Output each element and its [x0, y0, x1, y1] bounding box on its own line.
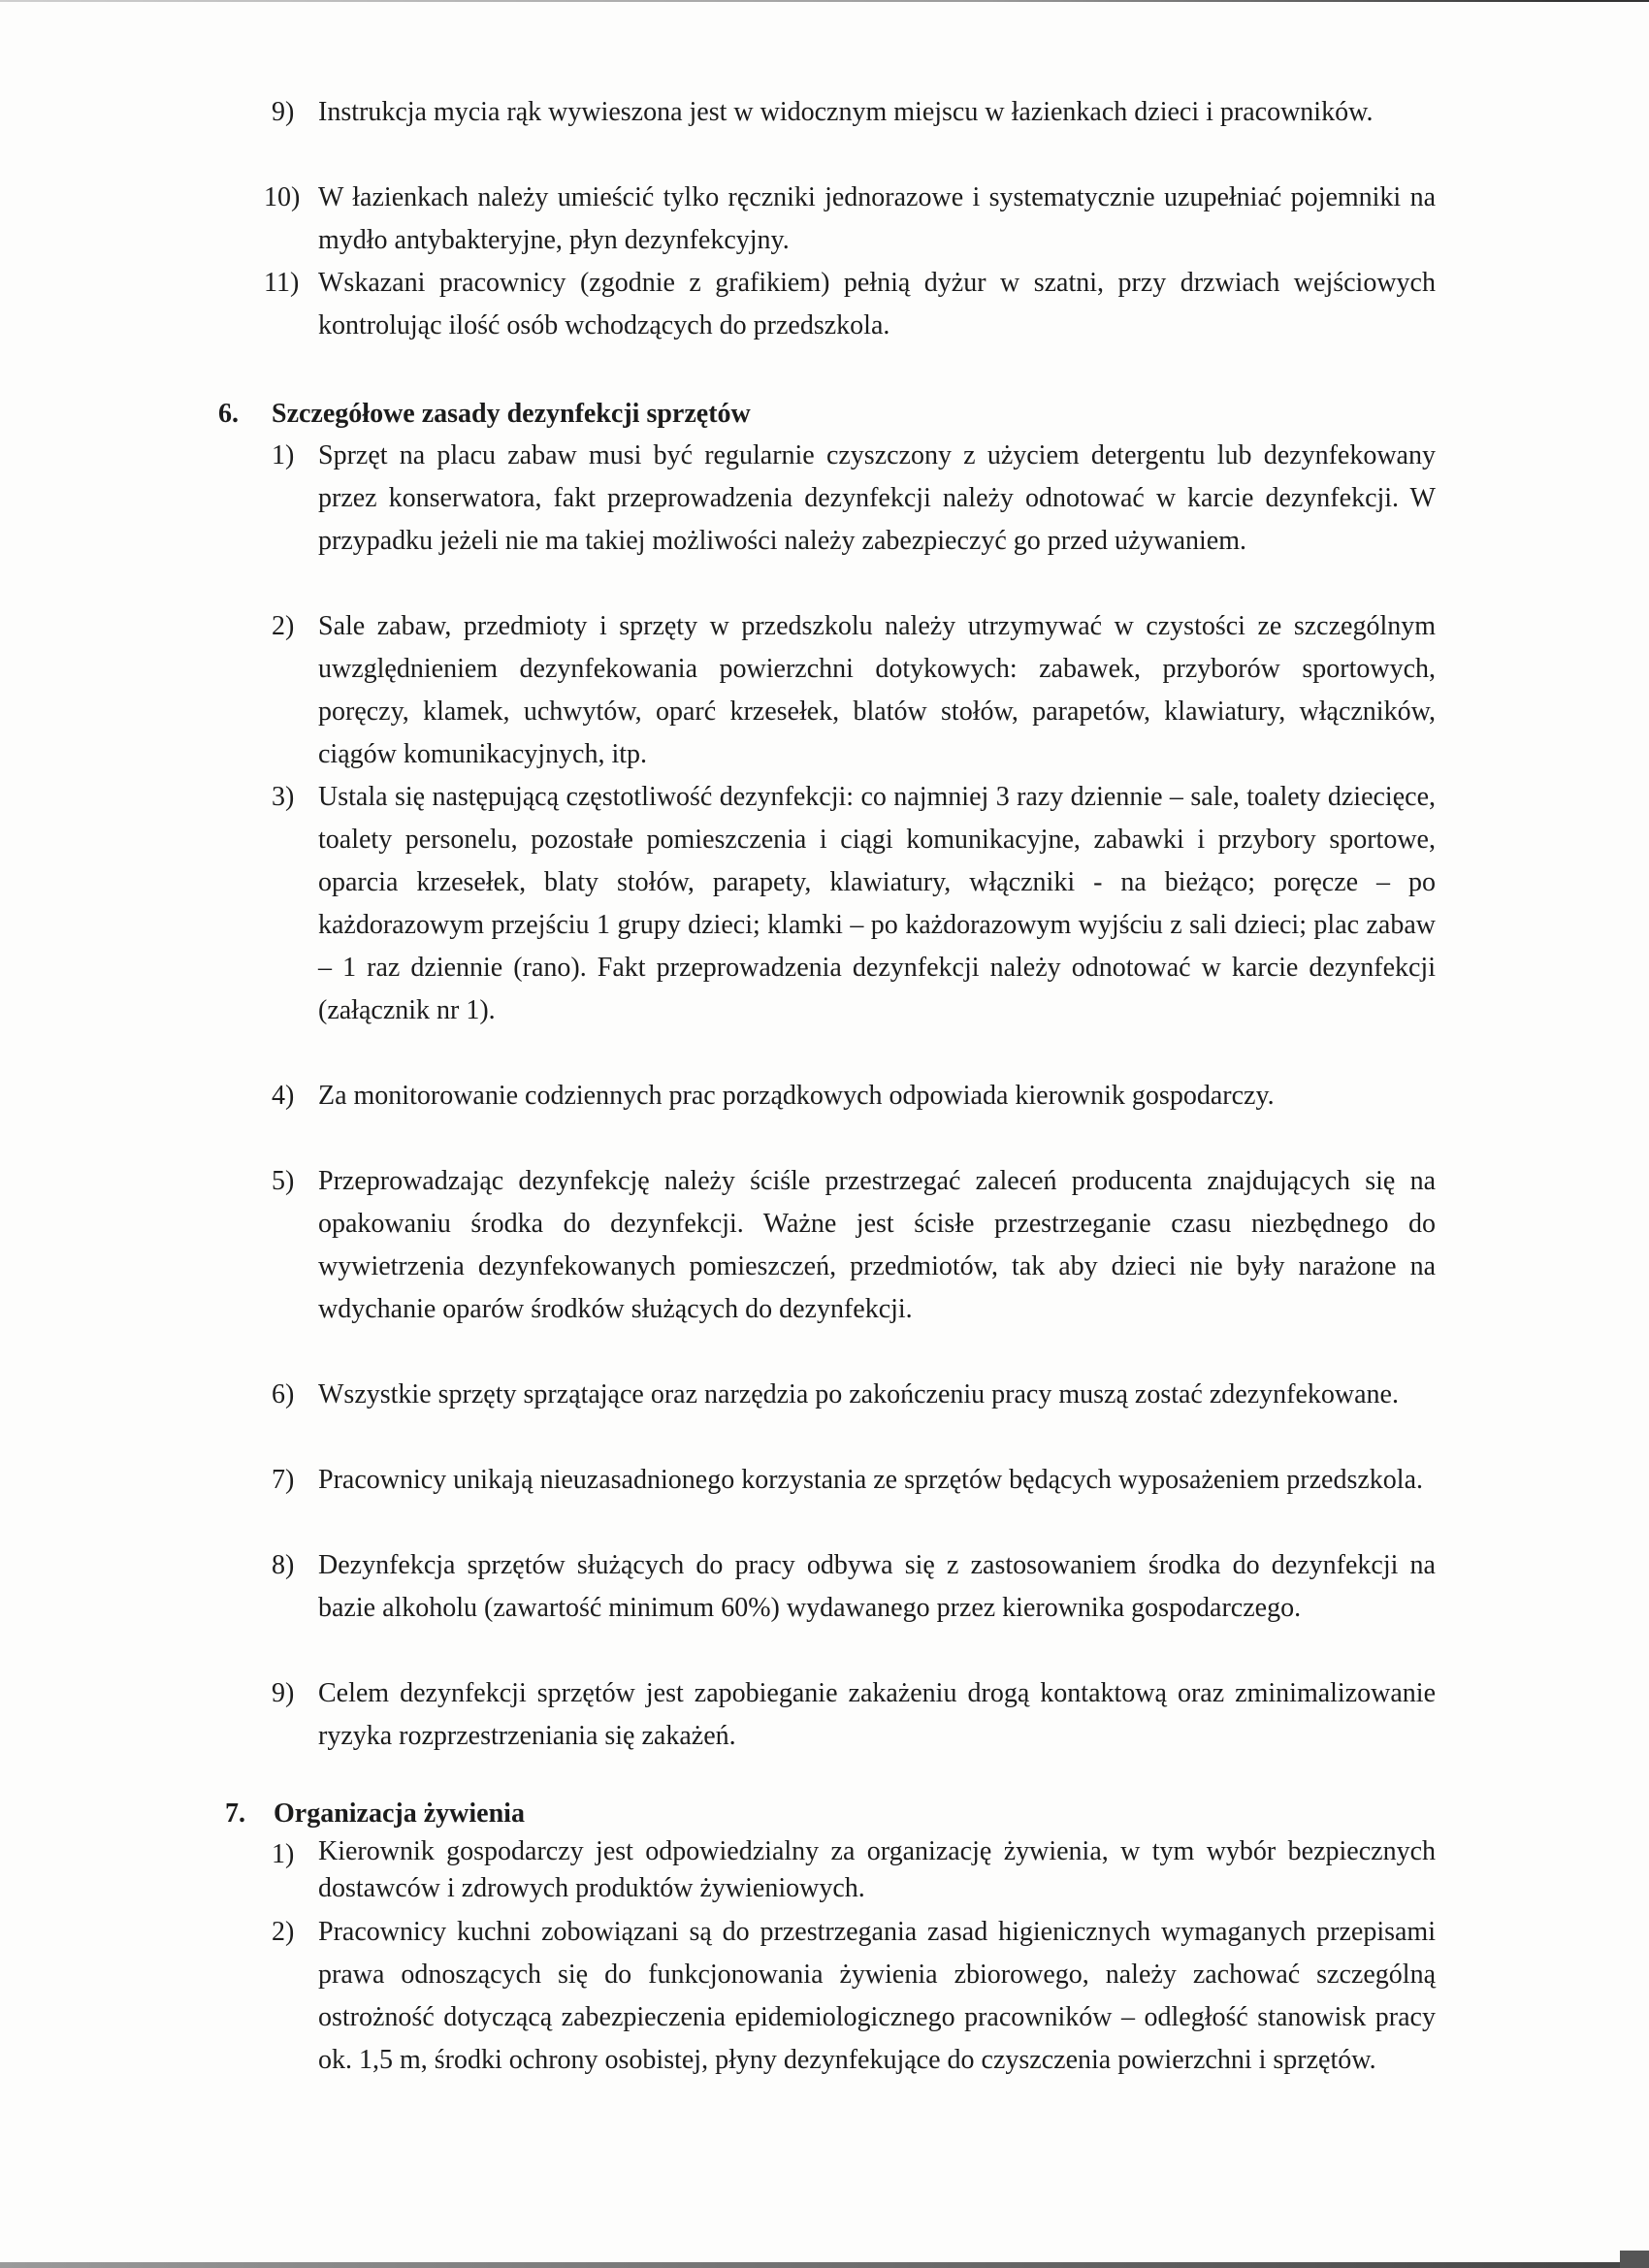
section-heading-7 [225, 1793, 525, 1835]
list-item [272, 435, 1436, 563]
list-item-number: 10) [264, 182, 301, 212]
list-item-text: Instrukcja mycia rąk wywieszona jest w widocznym miejscu w łazienkach dzieci i pracowników. [318, 97, 1374, 127]
list-item-number: 9) [272, 97, 295, 127]
list-item-number: 2) [272, 1917, 295, 1947]
list-item-text: Za monitorowanie codziennych prac porządkowych odpowiada kierownik gospodarczy. [318, 1081, 1275, 1111]
list-item-number: 2) [272, 611, 295, 641]
list-item [264, 177, 1436, 262]
list-item-number: 9) [272, 1678, 295, 1708]
list-item [272, 1160, 1436, 1331]
list-item-number: 1) [272, 440, 295, 470]
list-item-number: 1) [272, 1839, 295, 1869]
list-item-text: Wszystkie sprzęty sprzątające oraz narzędzia po zakończeniu pracy muszą zostać zdezynfekowane. [318, 1379, 1399, 1409]
list-item-text: Dezynfekcja sprzętów służących do pracy odbywa się z zastosowaniem środka do dezynfekcji na bazie alkoholu (zawartość minimum 60%) wydawanego przez kierownika gospodarczego. [318, 1550, 1436, 1623]
list-item-number: 5) [272, 1166, 295, 1196]
list-item [272, 776, 1436, 1032]
section-title: Organizacja żywienia [274, 1798, 525, 1829]
scan-edge-top [0, 0, 1649, 2]
list-item-text: Ustala się następującą częstotliwość dezynfekcji: co najmniej 3 razy dziennie – sale, toalety dziecięce, toalety personelu, pozostałe pomieszczenia i ciągi komunikacyjne, zabawki i przybory sportowe, oparcia krzesełek, blaty stołów, parapety, klawiatury, włączniki - na bieżąco; poręcze – po każdorazowym przejściu 1 grupy dzieci; klamki – po każdorazowym wyjściu z sali dzieci; plac zabaw – 1 raz dziennie (rano). Fakt przeprowadzenia dezynfekcji należy odnotować w karcie dezynfekcji (załącznik nr 1). [318, 782, 1436, 1025]
scan-edge-bottom [0, 2262, 1649, 2268]
list-item-text: Pracownicy unikają nieuzasadnionego korzystania ze sprzętów będących wyposażeniem przedszkola. [318, 1465, 1423, 1495]
list-item-number: 11) [264, 268, 300, 298]
list-item-number: 6) [272, 1379, 295, 1409]
list-item [264, 262, 1436, 347]
list-item [272, 605, 1436, 776]
list-item [272, 1374, 1436, 1416]
list-item-text: Pracownicy kuchni zobowiązani są do przestrzegania zasad higienicznych wymaganych przepisami prawa odnoszących się do funkcjonowania żywienia zbiorowego, należy zachować szczególną ostrożność dotyczącą zabezpieczenia epidemiologicznego pracowników – odległość stanowisk pracy ok. 1,5 m, środki ochrony osobistej, płyny dezynfekujące do czyszczenia powierzchni i sprzętów. [318, 1917, 1436, 2075]
list-item-number: 8) [272, 1550, 295, 1580]
list-item-text: Sprzęt na placu zabaw musi być regularnie czyszczony z użyciem detergentu lub dezynfekowany przez konserwatora, fakt przeprowadzenia dezynfekcji należy odnotować w karcie dezynfekcji. W przypadku jeżeli nie ma takiej możliwości należy zabezpieczyć go przed używaniem. [318, 440, 1436, 556]
list-item [272, 1075, 1436, 1118]
list-item-text: Przeprowadzając dezynfekcję należy ściśle przestrzegać zaleceń producenta znajdujących się na opakowaniu środka do dezynfekcji. Ważne jest ścisłe przestrzeganie czasu niezbędnego do wywietrzenia dezynfekowanych pomieszczeń, przedmiotów, tak aby dzieci nie były narażone na wdychanie oparów środków służących do dezynfekcji. [318, 1166, 1436, 1324]
list-item [272, 1911, 1436, 2082]
list-item-text: Sale zabaw, przedmioty i sprzęty w przedszkolu należy utrzymywać w czystości ze szczególnym uwzględnieniem dezynfekowania powierzchni dotykowych: zabawek, przyborów sportowych, poręczy, klamek, uchwytów, oparć krzesełek, blatów stołów, parapetów, klawiatury, włączników, ciągów komunikacyjnych, itp. [318, 611, 1436, 769]
list-item-text: Celem dezynfekcji sprzętów jest zapobieganie zakażeniu drogą kontaktową oraz zminimalizowanie ryzyka rozprzestrzeniania się zakażeń. [318, 1678, 1436, 1751]
list-item [272, 91, 1436, 134]
list-item-number: 4) [272, 1081, 295, 1111]
section-number: 7. [225, 1798, 245, 1829]
list-item-text: Kierownik gospodarczy jest odpowiedzialny za organizację żywienia, w tym wybór bezpiecznych dostawców i zdrowych produktów żywieniowych. [318, 1836, 1436, 1903]
list-item [272, 1672, 1436, 1758]
section-number: 6. [218, 399, 239, 429]
list-item-number: 3) [272, 782, 295, 812]
section-heading-6 [218, 393, 751, 436]
list-item [272, 1544, 1436, 1630]
list-item [272, 1833, 1436, 1907]
section-title: Szczegółowe zasady dezynfekcji sprzętów [272, 399, 751, 429]
list-item [272, 1459, 1436, 1502]
list-item-text: W łazienkach należy umieścić tylko ręczniki jednorazowe i systematycznie uzupełniać pojemniki na mydło antybakteryjne, płyn dezynfekcyjny. [318, 182, 1436, 255]
list-item-number: 7) [272, 1465, 295, 1495]
list-item-text: Wskazani pracownicy (zgodnie z grafikiem) pełnią dyżur w szatni, przy drzwiach wejściowych kontrolując ilość osób wchodzących do przedszkola. [318, 268, 1436, 340]
scan-corner-shadow [1620, 2251, 1649, 2268]
